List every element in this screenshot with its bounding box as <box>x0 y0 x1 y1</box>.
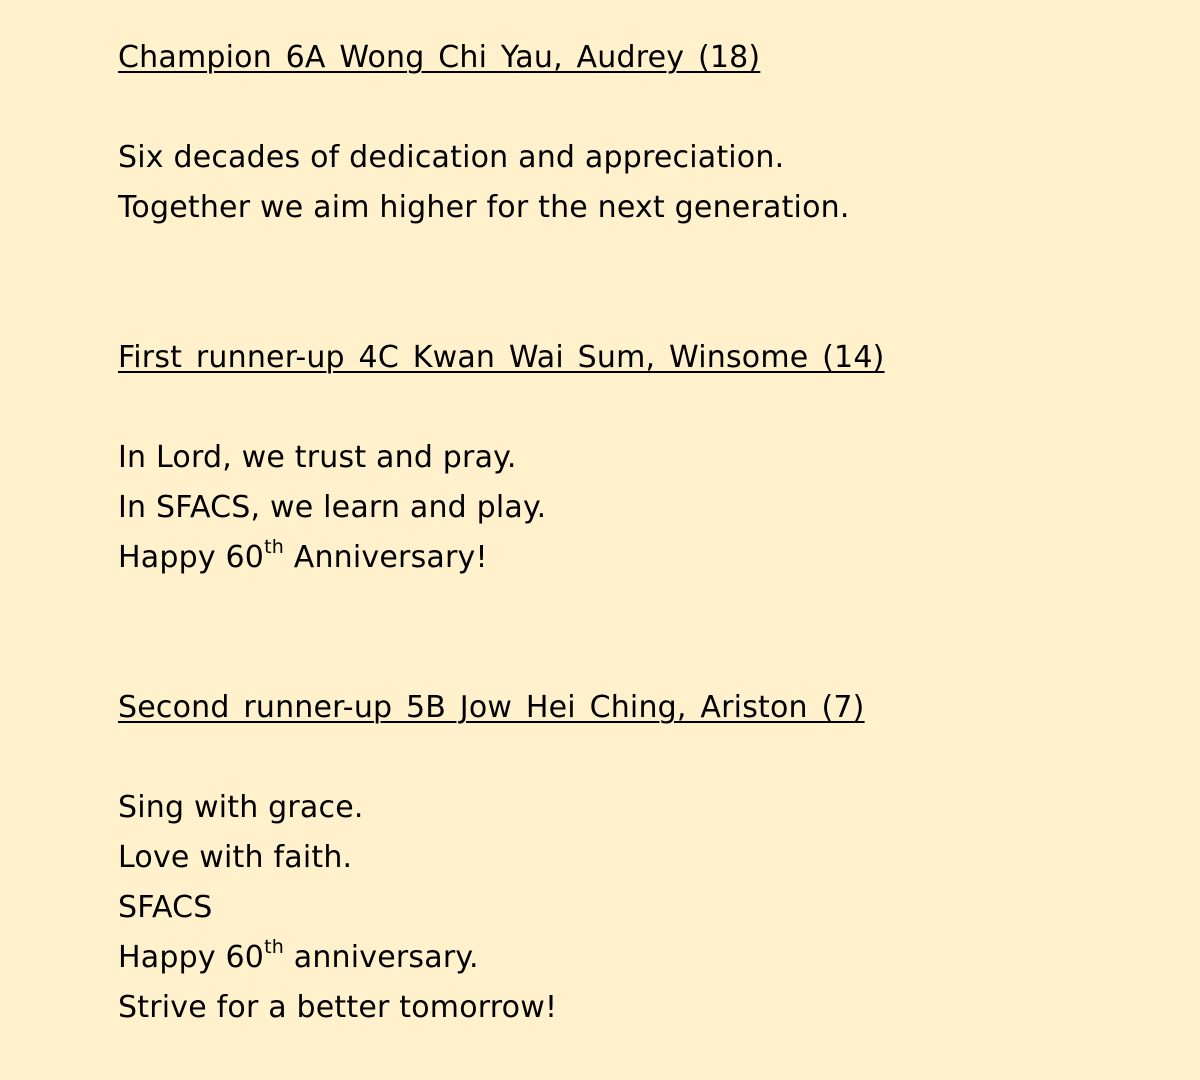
champion-heading: Champion 6A Wong Chi Yau, Audrey (18) <box>118 40 761 75</box>
first-runner-up-line-3 <box>118 538 488 578</box>
second-runner-up-line-1: Sing with grace. <box>118 790 364 825</box>
line-text-before: Happy 60 <box>118 940 265 975</box>
first-runner-up-heading: First runner-up 4C Kwan Wai Sum, Winsome (14) <box>118 340 885 375</box>
first-runner-up-line-2: In SFACS, we learn and play. <box>118 490 547 525</box>
first-runner-up-line-1: In Lord, we trust and pray. <box>118 440 517 475</box>
line-text-after: anniversary. <box>284 940 479 975</box>
second-runner-up-heading: Second runner-up 5B Jow Hei Ching, Ariston (7) <box>118 690 865 725</box>
line-text-before: Happy 60 <box>118 540 265 575</box>
line-text-after: Anniversary! <box>284 540 488 575</box>
second-runner-up-line-3: SFACS <box>118 890 213 925</box>
second-runner-up-line-5: Strive for a better tomorrow! <box>118 990 558 1025</box>
second-runner-up-line-4 <box>118 938 479 978</box>
champion-line-2: Together we aim higher for the next generation. <box>118 190 850 225</box>
champion-line-1: Six decades of dedication and appreciation. <box>118 140 785 175</box>
ordinal-superscript: th <box>264 536 284 558</box>
ordinal-superscript: th <box>264 936 284 958</box>
second-runner-up-line-2: Love with faith. <box>118 840 353 875</box>
